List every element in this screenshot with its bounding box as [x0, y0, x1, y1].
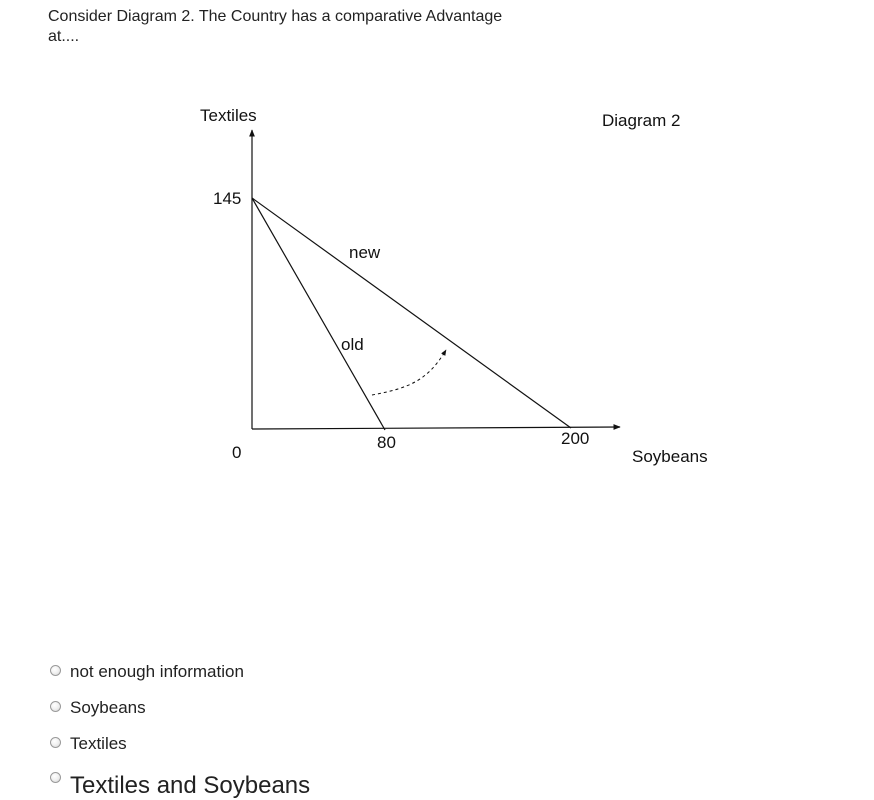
radio-button[interactable]: [50, 701, 61, 712]
old-frontier-line: [252, 198, 385, 430]
option-not-enough-information[interactable]: [50, 662, 244, 682]
new-line-label: new: [349, 243, 381, 262]
option-label[interactable]: not enough information: [70, 662, 244, 681]
x-axis-label: Soybeans: [632, 447, 708, 466]
y-intercept-label: 145: [213, 189, 242, 208]
old-line-label: old: [341, 335, 364, 354]
diagram-title: Diagram 2: [602, 111, 681, 130]
option-textiles-and-soybeans[interactable]: [50, 772, 310, 800]
option-label[interactable]: Textiles and Soybeans: [70, 772, 311, 799]
radio-button[interactable]: [50, 772, 61, 783]
radio-button[interactable]: [50, 665, 61, 676]
x-intercept-new-label: 200: [561, 429, 590, 448]
question-text: Consider Diagram 2. The Country has a comparative Advantage at....: [48, 8, 503, 45]
radio-button[interactable]: [50, 737, 61, 748]
origin-label: 0: [232, 443, 242, 462]
option-label[interactable]: Soybeans: [70, 698, 146, 717]
rotation-arrow: [372, 350, 446, 395]
option-label[interactable]: Textiles: [70, 734, 127, 753]
new-frontier-line: [252, 198, 571, 428]
option-soybeans[interactable]: [50, 698, 146, 718]
y-axis-label: Textiles: [200, 106, 257, 125]
x-intercept-old-label: 80: [377, 433, 396, 452]
option-textiles[interactable]: [50, 734, 127, 754]
